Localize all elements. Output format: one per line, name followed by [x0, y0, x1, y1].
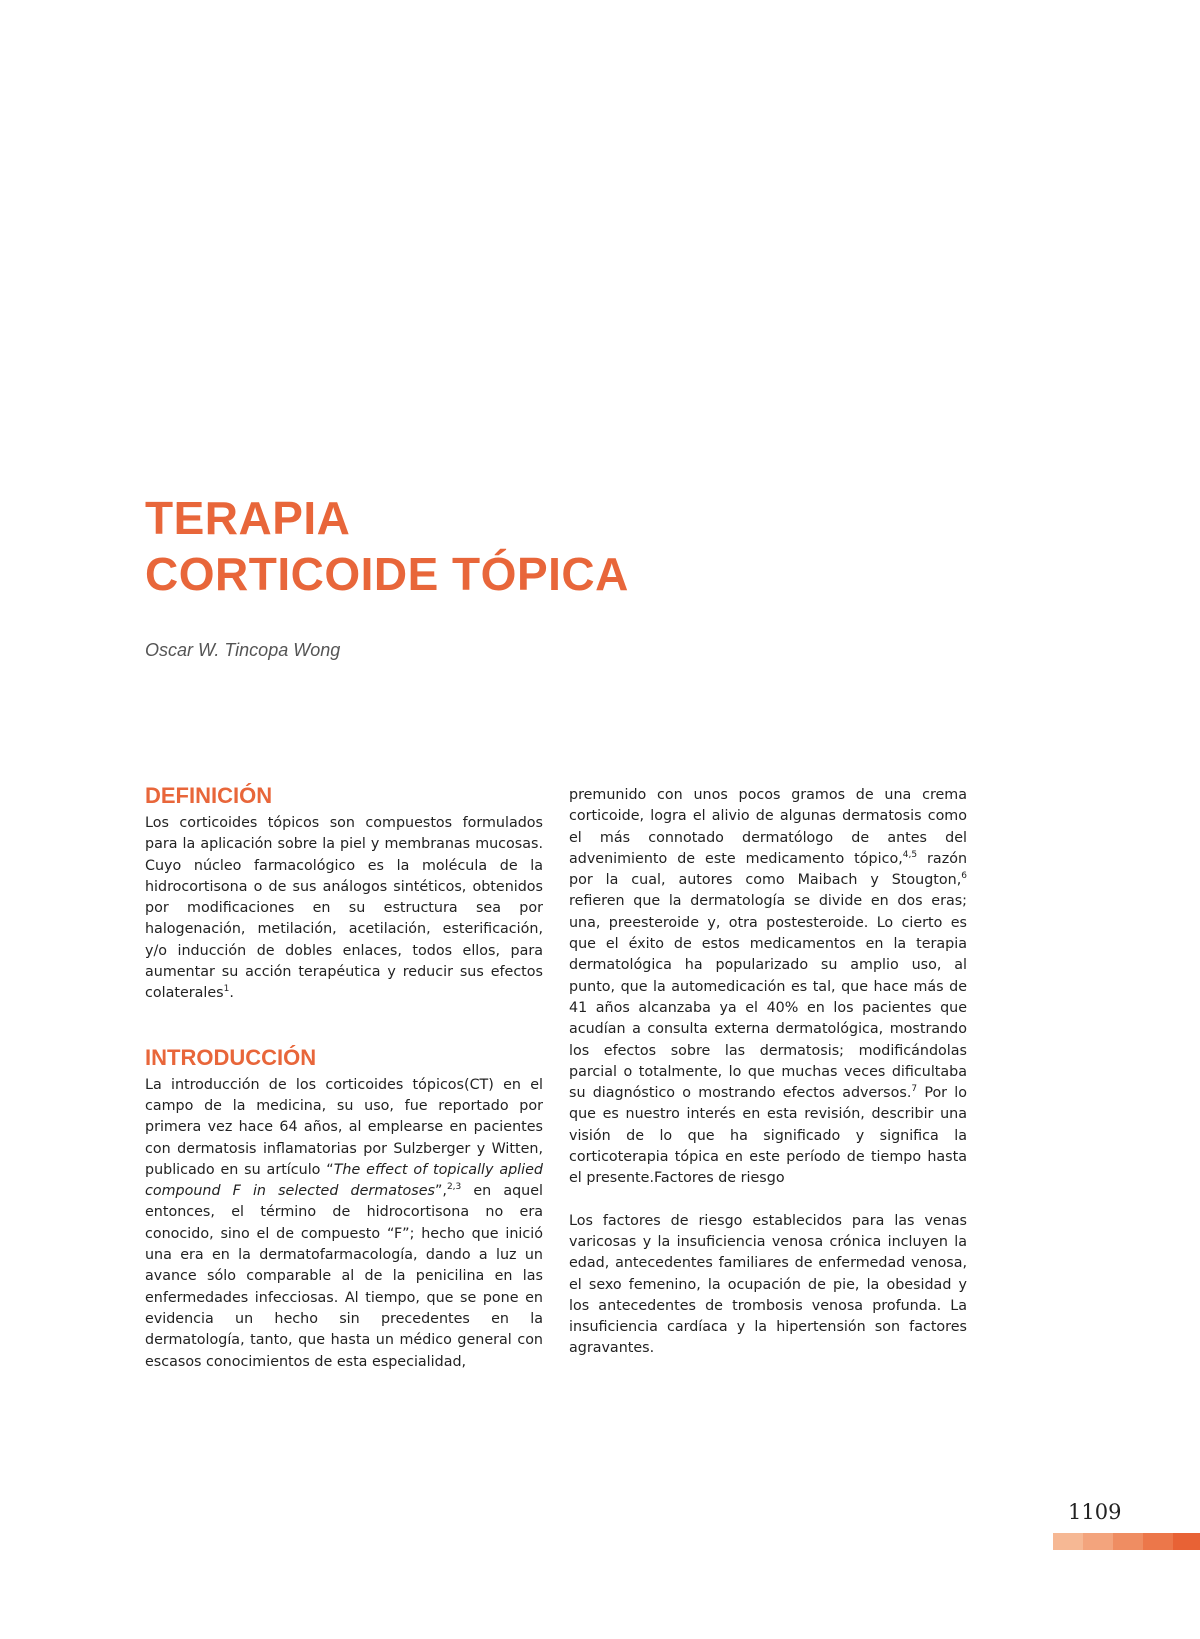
footer-bar-segment [1143, 1533, 1173, 1550]
definicion-paragraph: Los corticoides tópicos son compuestos formulados para la aplicación sobre la piel y membranas mucosas. Cuyo núcleo farmacológico es la molécula de la hidrocortisona o de sus análogos sintéticos, obtenidos por modificaciones en su estructura sea por halogenación, metilación, acetilación, esterificación, y/o inducción de dobles enlaces, todos ellos, para aumentar su acción terapéutica y reducir sus efectos colaterales$^1$. [145, 815, 543, 1002]
author-name: Oscar W. Tincopa Wong [145, 640, 341, 660]
footer-bar-segment [1053, 1533, 1083, 1550]
citation-sup: 7 [911, 1084, 918, 1095]
footer-bar-segment [1113, 1533, 1143, 1550]
introduccion-paragraph-1: La introducción de los corticoides tópicos(CT) en el campo de la medicina, su uso, fue reportado por primera vez hace 64 años, al emplearse en pacientes con dermatosis inflamatorias por Sulzberger y Witten, publicado en su artículo “The effect of topically aplied compound F in selected dermatoses”,$^{2,3}$ en aquel entonces, el término de hidrocortisona no era conocido, sino el de compuesto “F”; hecho que inició una era en la dermatofarmacología, dando a luz un avance sólo comparable al de la penicilina en las enfermedades infecciosas. Al tiempo, que se pone en evidencia un hecho sin precedentes en la dermatología, tanto, que hasta un médico general con escasos conocimientos de esta especialidad, [145, 1076, 543, 1370]
introduccion-heading: INTRODUCCIÓN [145, 1044, 317, 1070]
citation-sup: 2,3 [446, 1182, 462, 1193]
article-title [145, 490, 629, 602]
definicion-heading: DEFINICIÓN [145, 783, 273, 808]
title-line-1: TERAPIA [145, 492, 351, 544]
citation-sup: 6 [961, 871, 967, 882]
left-column [145, 783, 543, 1373]
footer-color-bar [1053, 1533, 1200, 1550]
citation-sup: 1 [223, 984, 230, 995]
page-number: 1109 [1068, 1500, 1122, 1524]
introduccion-paragraph-2: premunido con unos pocos gramos de una crema corticoide, logra el alivio de algunas dermatosis como el más connotado dermatólogo de antes del advenimiento de este medicamento tópico,$^{4,5}$ razón por la cual, autores como Maibach y Stougton,$^6$ refieren que la dermatología se divide en dos eras; una, preesteroide y, otra postesteroide. Lo cierto es que el éxito de estos medicamentos en la terapia dermatológica ha popularizado su amplio uso, al punto, que la automedicación es tal, que hace más de 41 años alcanzaba ya el 40% en los pacientes que acudían a consulta externa dermatológica, mostrando los efectos sobre las dermatosis; modificándolas parcial o totalmente, lo que muchas veces dificultaba su diagnóstico o mostrando efectos adversos.$^7$ Por lo que es nuestro interés en esta revisión, describir una visión de lo que ha significado y significa la corticoterapia tópica en este período de tiempo hasta el presente.Factores de riesgo [569, 787, 968, 1187]
citation-sup: 4,5 [902, 850, 918, 861]
footer-bar-segment [1083, 1533, 1113, 1550]
footer-bar-segment [1173, 1533, 1200, 1550]
right-column [569, 785, 967, 1360]
article-citation-title: The effect of topically aplied compound F in selected dermatoses [145, 1161, 543, 1200]
title-line-2: CORTICOIDE TÓPICA [145, 548, 629, 600]
factores-paragraph: Los factores de riesgo establecidos para las venas varicosas y la insuficiencia venosa crónica incluyen la edad, antecedentes familiares de enfermedad venosa, el sexo femenino, la ocupación de pie, la obesidad y los antecedentes de trombosis venosa profunda. La insuficiencia cardíaca y la hipertensión son factores agravantes. [569, 1212, 967, 1357]
